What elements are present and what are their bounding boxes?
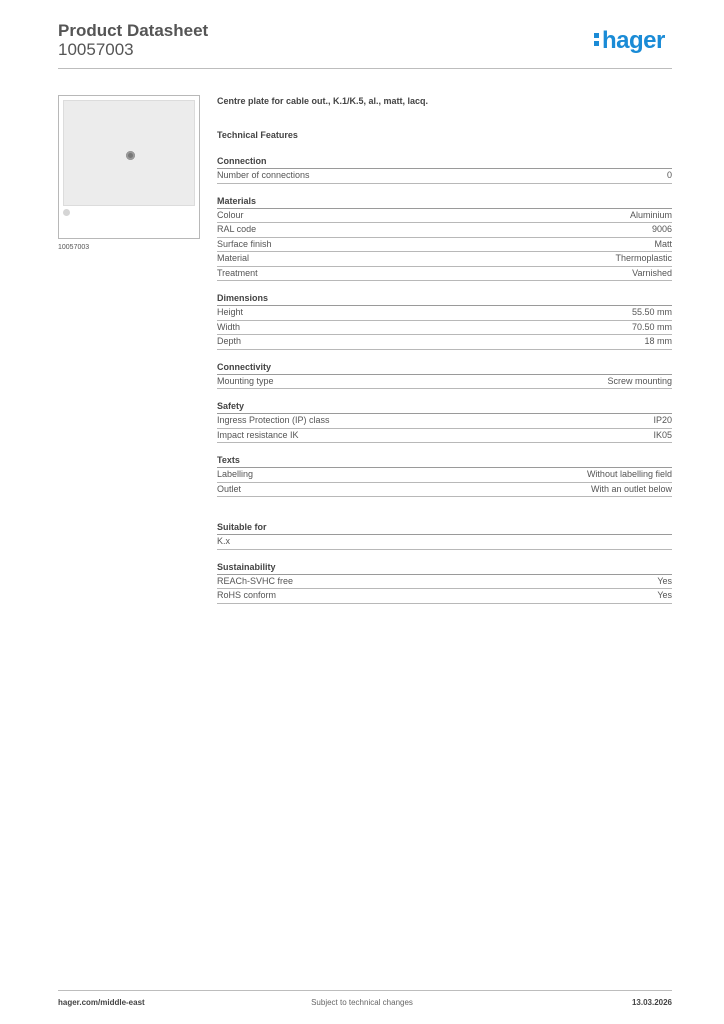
section-safety bbox=[217, 400, 672, 443]
spec-row bbox=[217, 238, 672, 253]
spec-label: RAL code bbox=[217, 224, 257, 234]
spec-row bbox=[217, 375, 672, 390]
footer-notice: Subject to technical changes bbox=[311, 998, 413, 1007]
product-image bbox=[63, 100, 195, 206]
section-title: Dimensions bbox=[217, 292, 672, 306]
spec-row bbox=[217, 209, 672, 224]
image-caption: 10057003 bbox=[58, 244, 90, 251]
footer-website-link[interactable]: hager.com/middle-east bbox=[58, 998, 145, 1007]
spec-value: IP20 bbox=[653, 415, 672, 425]
spec-label: Mounting type bbox=[217, 375, 274, 386]
spec-label: Width bbox=[217, 321, 241, 332]
spec-row bbox=[217, 483, 672, 498]
spec-row bbox=[217, 169, 672, 184]
page-title: Product Datasheet bbox=[58, 21, 209, 40]
spec-content bbox=[217, 96, 672, 604]
product-number: 10057003 bbox=[58, 40, 134, 59]
section-texts bbox=[217, 454, 672, 497]
spec-label: Ingress Protection (IP) class bbox=[217, 415, 330, 425]
section-title: Connectivity bbox=[217, 361, 672, 375]
spec-value: Matt bbox=[654, 238, 672, 249]
spec-row bbox=[217, 468, 672, 483]
spec-label: Outlet bbox=[217, 483, 242, 494]
spec-label: Impact resistance IK bbox=[217, 429, 299, 440]
section-connection bbox=[217, 155, 672, 184]
spec-value: 55.50 mm bbox=[631, 307, 672, 317]
section-title: Texts bbox=[217, 454, 672, 468]
header-divider bbox=[58, 68, 672, 69]
spec-row bbox=[217, 414, 672, 429]
section-sustainability bbox=[217, 561, 672, 604]
spec-value: 0 bbox=[666, 170, 672, 180]
spec-label: Height bbox=[217, 307, 244, 317]
spec-label: Treatment bbox=[217, 267, 258, 278]
spec-value: Yes bbox=[657, 575, 672, 586]
brand-logo bbox=[594, 27, 665, 55]
spec-value: IK05 bbox=[653, 429, 672, 440]
spec-row bbox=[217, 535, 672, 550]
spec-label: Colour bbox=[217, 209, 244, 220]
product-image-frame bbox=[58, 95, 200, 239]
product-description: Centre plate for cable out., K.1/K.5, al., matt, lacq. bbox=[217, 96, 429, 106]
spec-row bbox=[217, 575, 672, 590]
spec-label: K.x bbox=[217, 536, 231, 546]
spec-label: Number of connections bbox=[217, 170, 310, 180]
plate-hole bbox=[126, 151, 135, 160]
spec-row bbox=[217, 335, 672, 350]
logo-text: hager bbox=[602, 27, 665, 54]
spec-value: Without labelling field bbox=[586, 469, 672, 479]
spec-value: With an outlet below bbox=[590, 483, 672, 494]
spec-value: 70.50 mm bbox=[631, 321, 672, 332]
section-suitable-for bbox=[217, 521, 672, 550]
footer-divider bbox=[58, 990, 672, 991]
spec-row bbox=[217, 321, 672, 336]
spec-value: Screw mounting bbox=[607, 375, 672, 386]
logo-colon-icon bbox=[594, 33, 600, 49]
section-materials bbox=[217, 195, 672, 282]
spec-value: Yes bbox=[657, 590, 672, 600]
spec-row bbox=[217, 306, 672, 321]
thumbnail-dot-icon[interactable] bbox=[63, 209, 70, 216]
section-title: Connection bbox=[217, 155, 672, 169]
section-title: Safety bbox=[217, 400, 672, 414]
spec-row bbox=[217, 252, 672, 267]
section-dimensions bbox=[217, 292, 672, 350]
section-connectivity bbox=[217, 361, 672, 390]
spec-label: Material bbox=[217, 253, 250, 263]
spec-row bbox=[217, 267, 672, 282]
spec-row bbox=[217, 223, 672, 238]
spec-label: RoHS conform bbox=[217, 590, 277, 600]
technical-features-heading: Technical Features bbox=[217, 130, 298, 140]
spec-label: Depth bbox=[217, 336, 242, 346]
spec-value: 18 mm bbox=[644, 336, 672, 346]
spec-label: REACh-SVHC free bbox=[217, 575, 294, 586]
section-title: Sustainability bbox=[217, 561, 672, 575]
spec-row bbox=[217, 589, 672, 604]
spec-label: Surface finish bbox=[217, 238, 272, 249]
section-title: Materials bbox=[217, 195, 672, 209]
spec-label: Labelling bbox=[217, 469, 254, 479]
section-title: Suitable for bbox=[217, 521, 672, 535]
footer-date: 13.03.2026 bbox=[631, 998, 672, 1007]
spec-value: Varnished bbox=[632, 267, 672, 278]
spec-value: Thermoplastic bbox=[615, 253, 672, 263]
spec-value: Aluminium bbox=[629, 209, 672, 220]
spec-row bbox=[217, 429, 672, 444]
spec-value: 9006 bbox=[651, 224, 672, 234]
